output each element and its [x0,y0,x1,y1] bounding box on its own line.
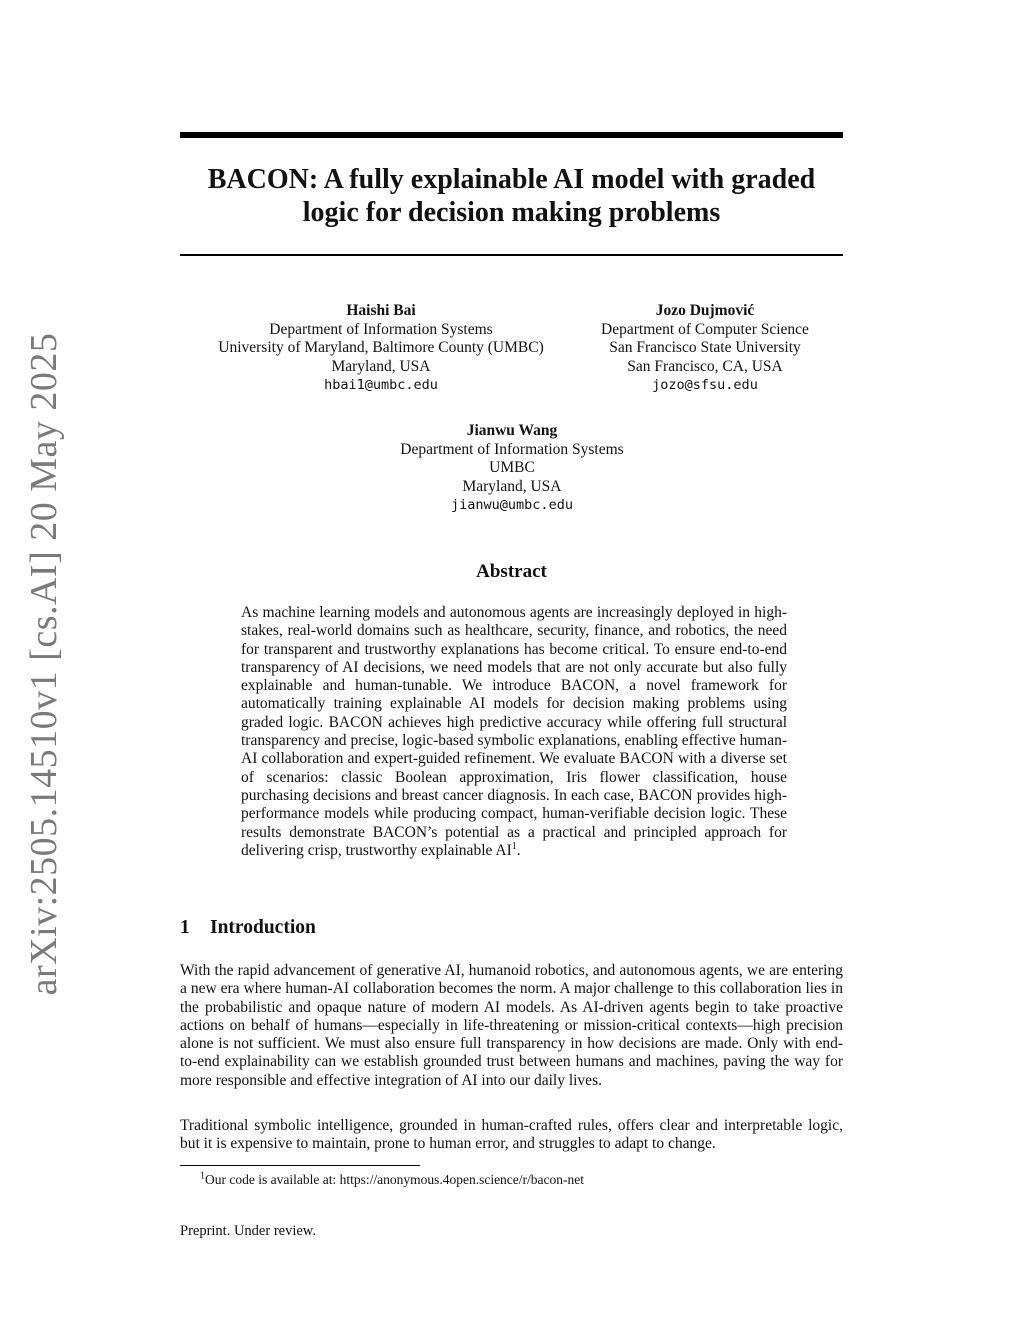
author-department: Department of Information Systems [400,440,624,458]
author-institution: UMBC [489,459,535,476]
abstract-text [241,604,787,860]
title-bottom-rule [180,254,843,256]
author-name: Jianwu Wang [466,422,558,439]
footnote-mark: 1 [200,1170,205,1182]
abstract-body-text: As machine learning models and autonomous agents are increasingly deployed in high-stakes, real-world domains such as healthcare, security, finance, and robotics, the need for transparent and trustworthy explanations has become critical. To ensure end-to-end transparency of AI decisions, we need models that are not only accurate but also fully explainable and human-tunable. We introduce BACON, a novel framework for automatically training explainable AI models for decision making problems using graded logic. BACON achieves high predictive accuracy while offering full structural transparency and precise, logic-based symbolic explanations, enabling effective human-AI collaboration and expert-guided refinement. We evaluate BACON with a diverse set of scenarios: classic Boolean approximation, Iris flower classification, house purchasing decisions and breast cancer diagnosis. In each case, BACON provides high-performance models while producing compact, human-verifiable decision logic. These results demonstrate BACON’s potential as a practical and principled approach for delivering crisp, trustworthy explainable AI [241,604,787,859]
abstract-heading: Abstract [476,561,547,582]
author-email[interactable]: jianwu@umbc.edu [451,497,573,513]
footnote-rule [180,1165,420,1166]
author-institution: San Francisco State University [609,339,801,356]
footnote-text: Our code is available at: https://anonymous.4open.science/r/bacon-net [205,1172,585,1187]
section-title: Introduction [210,917,316,938]
abstract-end-punctuation: . [516,841,521,859]
author-block-2 [590,302,820,395]
title-line-1: BACON: A fully explainable AI model with graded [207,164,816,195]
title-top-rule [180,132,843,138]
page-footer: Preprint. Under review. [180,1223,316,1239]
footnote [200,1172,584,1188]
intro-paragraph-1: With the rapid advancement of generative AI, humanoid robotics, and autonomous agents, we are entering a new era where human-AI collaboration becomes the norm. A major challenge to this collaboration lies in the probabilistic and opaque nature of modern AI models. As AI-driven agents begin to take proactive actions on behalf of humans—especially in life-threatening or mission-critical contexts—high precision alone is not sufficient. We must also ensure full transparency in how decisions are made. Only with end-to-end explainability can we establish grounded trust between humans and machines, paving the way for more responsible and effective integration of AI into our daily lives. [180,962,843,1089]
author-location: San Francisco, CA, USA [627,357,783,375]
author-block-3 [362,422,662,515]
footnote-reference[interactable]: 1 [511,840,517,852]
author-location: Maryland, USA [462,477,562,495]
arxiv-identifier: arXiv:2505.14510v1 [cs.AI] 20 May 2025 [23,332,65,996]
section-heading-introduction [180,917,316,939]
author-email[interactable]: jozo@sfsu.edu [652,377,758,393]
author-email[interactable]: hbai1@umbc.edu [324,377,438,393]
author-department: Department of Information Systems [269,320,493,338]
author-name: Jozo Dujmović [655,302,755,319]
author-institution: University of Maryland, Baltimore County (UMBC) [218,339,544,356]
author-department: Department of Computer Science [601,320,809,338]
author-block-1 [190,302,572,395]
author-location: Maryland, USA [331,357,431,375]
title-line-2: logic for decision making problems [302,197,721,228]
section-number: 1 [180,917,190,938]
paper-title [180,163,843,229]
intro-paragraph-2: Traditional symbolic intelligence, grounded in human-crafted rules, offers clear and interpretable logic, but it is expensive to maintain, prone to human error, and struggles to adapt to change. [180,1117,843,1153]
author-name: Haishi Bai [346,302,416,319]
